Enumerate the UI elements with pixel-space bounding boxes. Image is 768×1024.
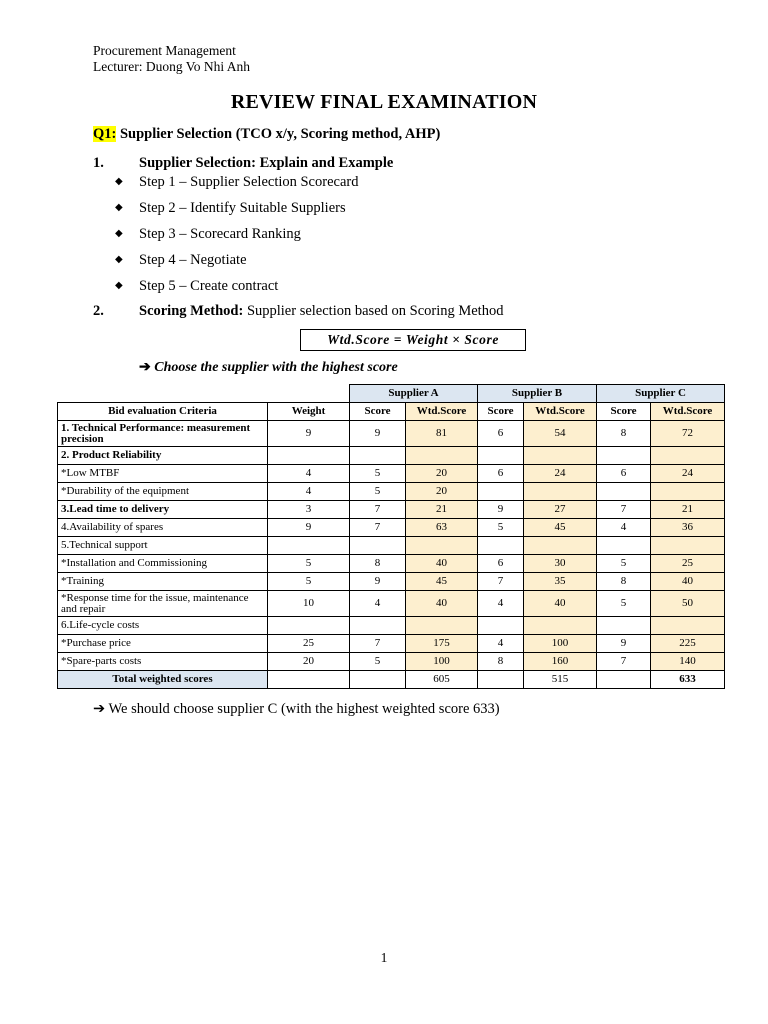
step-item: ◆ Step 1 – Supplier Selection Scorecard xyxy=(115,174,359,190)
value-cell xyxy=(597,537,651,555)
diamond-bullet-icon: ◆ xyxy=(115,176,123,187)
value-cell: 20 xyxy=(406,483,478,501)
question-tag: Q1: xyxy=(93,126,117,142)
value-cell: 8 xyxy=(597,573,651,591)
value-cell: 7 xyxy=(350,635,406,653)
value-cell xyxy=(478,447,524,465)
value-cell xyxy=(406,537,478,555)
value-cell: 6 xyxy=(478,465,524,483)
criteria-cell: 5.Technical support xyxy=(58,537,268,555)
criteria-cell: *Durability of the equipment xyxy=(58,483,268,501)
column-header: Bid evaluation Criteria xyxy=(58,403,268,421)
value-cell: 9 xyxy=(597,635,651,653)
table-row xyxy=(58,519,725,537)
table-row xyxy=(58,501,725,519)
value-cell: 20 xyxy=(406,465,478,483)
value-cell xyxy=(524,537,597,555)
value-cell: 6 xyxy=(597,465,651,483)
section-1-heading: Supplier Selection: Explain and Example xyxy=(139,155,394,171)
value-cell xyxy=(268,617,350,635)
value-cell: 7 xyxy=(597,653,651,671)
criteria-cell: *Training xyxy=(58,573,268,591)
value-cell: 45 xyxy=(524,519,597,537)
value-cell xyxy=(597,447,651,465)
value-cell: 175 xyxy=(406,635,478,653)
value-cell: 7 xyxy=(597,501,651,519)
value-cell xyxy=(651,483,725,501)
value-cell: 54 xyxy=(524,421,597,447)
value-cell: 8 xyxy=(597,421,651,447)
value-cell: 100 xyxy=(406,653,478,671)
value-cell: 45 xyxy=(406,573,478,591)
value-cell: 40 xyxy=(524,591,597,617)
supplier-a-header: Supplier A xyxy=(350,385,478,403)
value-cell: 21 xyxy=(651,501,725,519)
total-value: 633 xyxy=(651,671,725,689)
table-row xyxy=(58,635,725,653)
value-cell: 6 xyxy=(478,421,524,447)
value-cell xyxy=(524,617,597,635)
criteria-cell: 6.Life-cycle costs xyxy=(58,617,268,635)
course-name: Procurement Management xyxy=(93,43,236,58)
table-row xyxy=(58,537,725,555)
value-cell xyxy=(350,537,406,555)
criteria-cell: 1. Technical Performance: measurement precision xyxy=(58,421,268,447)
value-cell: 30 xyxy=(524,555,597,573)
value-cell: 100 xyxy=(524,635,597,653)
table-row xyxy=(58,447,725,465)
table-row xyxy=(58,421,725,447)
step-item: ◆ Step 4 – Negotiate xyxy=(115,252,247,268)
value-cell xyxy=(524,483,597,501)
value-cell: 63 xyxy=(406,519,478,537)
value-cell: 36 xyxy=(651,519,725,537)
column-header: Wtd.Score xyxy=(406,403,478,421)
value-cell: 27 xyxy=(524,501,597,519)
value-cell: 4 xyxy=(597,519,651,537)
diamond-bullet-icon: ◆ xyxy=(115,280,123,291)
value-cell: 9 xyxy=(268,421,350,447)
value-cell: 7 xyxy=(478,573,524,591)
diamond-bullet-icon: ◆ xyxy=(115,202,123,213)
value-cell xyxy=(268,537,350,555)
scoring-table xyxy=(57,384,725,689)
value-cell: 40 xyxy=(406,555,478,573)
total-value xyxy=(597,671,651,689)
value-cell: 225 xyxy=(651,635,725,653)
supplier-c-header: Supplier C xyxy=(597,385,725,403)
value-cell xyxy=(478,483,524,501)
total-row xyxy=(58,671,725,689)
table-row xyxy=(58,653,725,671)
supplier-header-row xyxy=(58,385,725,403)
value-cell: 4 xyxy=(268,465,350,483)
value-cell xyxy=(478,617,524,635)
value-cell xyxy=(597,617,651,635)
value-cell: 5 xyxy=(268,555,350,573)
value-cell: 5 xyxy=(268,573,350,591)
value-cell: 4 xyxy=(478,635,524,653)
section-2-line xyxy=(139,303,503,320)
value-cell: 5 xyxy=(350,465,406,483)
value-cell: 35 xyxy=(524,573,597,591)
criteria-cell: *Purchase price xyxy=(58,635,268,653)
value-cell: 5 xyxy=(350,483,406,501)
lecturer-name: Lecturer: Duong Vo Nhi Anh xyxy=(93,59,250,74)
value-cell: 160 xyxy=(524,653,597,671)
section-1-number: 1. xyxy=(93,155,104,171)
value-cell: 9 xyxy=(350,421,406,447)
step-item: ◆ Step 3 – Scorecard Ranking xyxy=(115,226,301,242)
criteria-cell: *Installation and Commissioning xyxy=(58,555,268,573)
table-row xyxy=(58,483,725,501)
value-cell xyxy=(651,617,725,635)
column-header: Score xyxy=(478,403,524,421)
value-cell: 9 xyxy=(350,573,406,591)
value-cell: 9 xyxy=(268,519,350,537)
value-cell: 20 xyxy=(268,653,350,671)
column-header: Score xyxy=(350,403,406,421)
criteria-cell: *Low MTBF xyxy=(58,465,268,483)
criteria-cell: 2. Product Reliability xyxy=(58,447,268,465)
value-cell: 8 xyxy=(350,555,406,573)
table-row xyxy=(58,591,725,617)
value-cell: 24 xyxy=(651,465,725,483)
value-cell xyxy=(350,447,406,465)
value-cell xyxy=(478,537,524,555)
supplier-b-header: Supplier B xyxy=(478,385,597,403)
value-cell: 7 xyxy=(350,501,406,519)
table-row xyxy=(58,465,725,483)
value-cell: 25 xyxy=(651,555,725,573)
section-2-text: Supplier selection based on Scoring Method xyxy=(243,303,504,319)
total-value: 515 xyxy=(524,671,597,689)
value-cell xyxy=(651,537,725,555)
value-cell xyxy=(651,447,725,465)
value-cell: 25 xyxy=(268,635,350,653)
value-cell: 5 xyxy=(478,519,524,537)
section-2-heading: Scoring Method: xyxy=(139,303,244,319)
value-cell: 9 xyxy=(478,501,524,519)
column-header: Wtd.Score xyxy=(651,403,725,421)
value-cell: 81 xyxy=(406,421,478,447)
question-heading xyxy=(93,126,440,143)
page-title: REVIEW FINAL EXAMINATION xyxy=(230,91,538,113)
value-cell xyxy=(597,483,651,501)
value-cell xyxy=(406,447,478,465)
criteria-cell: 3.Lead time to delivery xyxy=(58,501,268,519)
column-header: Wtd.Score xyxy=(524,403,597,421)
value-cell: 3 xyxy=(268,501,350,519)
total-value xyxy=(268,671,350,689)
page-number: 1 xyxy=(380,950,388,965)
table-row xyxy=(58,617,725,635)
value-cell: 4 xyxy=(268,483,350,501)
column-header-row xyxy=(58,403,725,421)
step-item: ◆ Step 2 – Identify Suitable Suppliers xyxy=(115,200,346,216)
criteria-cell: 4.Availability of spares xyxy=(58,519,268,537)
diamond-bullet-icon: ◆ xyxy=(115,228,123,239)
choose-note: ➔ Choose the supplier with the highest score xyxy=(139,360,398,375)
value-cell xyxy=(524,447,597,465)
question-text: Supplier Selection (TCO x/y, Scoring method, AHP) xyxy=(116,126,441,142)
value-cell: 4 xyxy=(478,591,524,617)
value-cell: 5 xyxy=(350,653,406,671)
value-cell: 8 xyxy=(478,653,524,671)
total-value xyxy=(350,671,406,689)
value-cell: 40 xyxy=(651,573,725,591)
value-cell: 50 xyxy=(651,591,725,617)
column-header: Score xyxy=(597,403,651,421)
value-cell: 4 xyxy=(350,591,406,617)
total-label: Total weighted scores xyxy=(58,671,268,689)
value-cell: 140 xyxy=(651,653,725,671)
value-cell xyxy=(350,617,406,635)
value-cell xyxy=(406,617,478,635)
value-cell: 6 xyxy=(478,555,524,573)
formula-box: Wtd.Score = Weight × Score xyxy=(300,329,526,351)
value-cell: 72 xyxy=(651,421,725,447)
value-cell xyxy=(268,447,350,465)
value-cell: 40 xyxy=(406,591,478,617)
column-header: Weight xyxy=(268,403,350,421)
conclusion: ➔ We should choose supplier C (with the highest weighted score 633) xyxy=(93,701,500,717)
criteria-cell: *Spare-parts costs xyxy=(58,653,268,671)
value-cell: 7 xyxy=(350,519,406,537)
arrow-right-icon: ➔ xyxy=(139,360,151,375)
value-cell: 5 xyxy=(597,555,651,573)
arrow-right-icon: ➔ xyxy=(93,701,106,717)
criteria-cell: *Response time for the issue, maintenance and repair xyxy=(58,591,268,617)
table-row xyxy=(58,555,725,573)
value-cell: 10 xyxy=(268,591,350,617)
value-cell: 5 xyxy=(597,591,651,617)
value-cell: 24 xyxy=(524,465,597,483)
total-value xyxy=(478,671,524,689)
step-item: ◆ Step 5 – Create contract xyxy=(115,278,279,294)
value-cell: 21 xyxy=(406,501,478,519)
diamond-bullet-icon: ◆ xyxy=(115,254,123,265)
table-row xyxy=(58,573,725,591)
total-value: 605 xyxy=(406,671,478,689)
section-2-number: 2. xyxy=(93,303,104,319)
